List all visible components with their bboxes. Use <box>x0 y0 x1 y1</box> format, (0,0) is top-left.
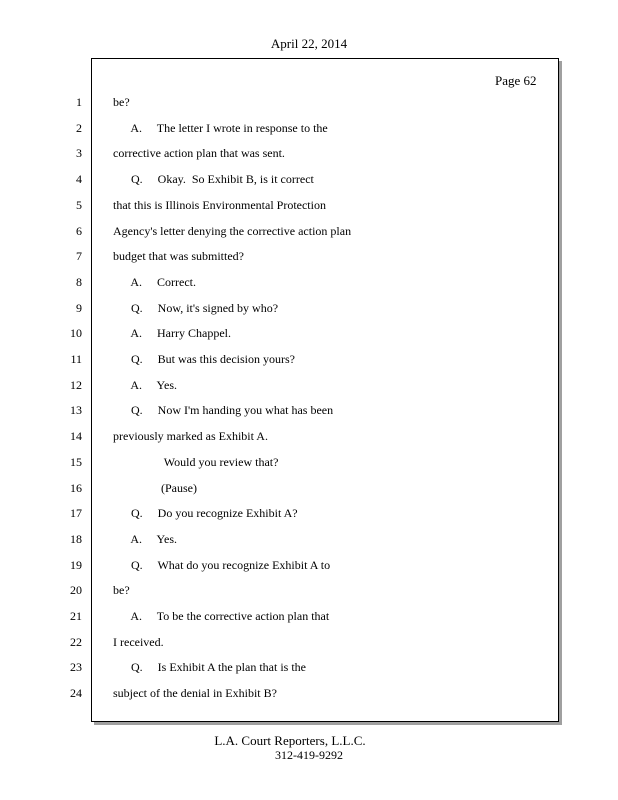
transcript-line: Would you review that? <box>113 455 279 469</box>
line-number: 11 <box>70 352 82 366</box>
transcript-line: corrective action plan that was sent. <box>113 146 285 160</box>
line-number: 13 <box>70 403 82 417</box>
transcript-line: Q. Do you recognize Exhibit A? <box>113 506 298 520</box>
line-number: 23 <box>70 660 82 674</box>
line-number: 10 <box>70 326 82 340</box>
footer-firm: L.A. Court Reporters, L.L.C. <box>214 733 366 748</box>
line-number: 8 <box>76 275 82 289</box>
line-number: 4 <box>76 172 82 186</box>
line-number: 6 <box>76 224 82 238</box>
line-number: 19 <box>70 558 82 572</box>
line-number: 2 <box>76 121 82 135</box>
transcript-line: be? <box>113 95 130 109</box>
transcript-line: that this is Illinois Environmental Protection <box>113 198 326 212</box>
line-number: 17 <box>70 506 82 520</box>
line-number: 12 <box>70 378 82 392</box>
transcript-line: (Pause) <box>113 481 197 495</box>
footer-phone: 312-419-9292 <box>275 748 343 762</box>
line-number: 22 <box>70 635 82 649</box>
line-number: 14 <box>70 429 82 443</box>
line-number: 9 <box>76 301 82 315</box>
transcript-line: budget that was submitted? <box>113 249 244 263</box>
transcript-line: be? <box>113 583 130 597</box>
line-number: 3 <box>76 146 82 160</box>
transcript-line: Q. Now I'm handing you what has been <box>113 403 334 417</box>
line-number: 16 <box>70 481 82 495</box>
transcript-line: Agency's letter denying the corrective action plan <box>113 224 352 238</box>
transcript-line: A. Correct. <box>113 275 196 289</box>
transcript-line: I received. <box>113 635 164 649</box>
transcript-line: A. Yes. <box>113 378 178 392</box>
transcript-line: Q. Now, it's signed by who? <box>113 301 279 315</box>
line-number: 21 <box>70 609 82 623</box>
transcript-line: A. Harry Chappel. <box>113 326 231 340</box>
header-date: April 22, 2014 <box>270 36 348 51</box>
transcript-line: previously marked as Exhibit A. <box>113 429 268 443</box>
transcript-line: A. The letter I wrote in response to the <box>113 121 328 135</box>
line-number: 15 <box>70 455 82 469</box>
transcript-line: subject of the denial in Exhibit B? <box>113 686 277 700</box>
page-number: Page 62 <box>495 73 537 88</box>
line-number: 24 <box>70 686 82 700</box>
line-number: 1 <box>76 95 82 109</box>
transcript-line: Q. What do you recognize Exhibit A to <box>113 558 331 572</box>
transcript-line: Q. Is Exhibit A the plan that is the <box>113 660 306 674</box>
line-number: 5 <box>76 198 82 212</box>
line-number: 18 <box>70 532 82 546</box>
line-number: 7 <box>76 249 82 263</box>
transcript-line: A. To be the corrective action plan that <box>113 609 330 623</box>
line-number: 20 <box>70 583 82 597</box>
transcript-line: Q. Okay. So Exhibit B, is it correct <box>113 172 314 186</box>
transcript-line: A. Yes. <box>113 532 178 546</box>
transcript-line: Q. But was this decision yours? <box>113 352 295 366</box>
